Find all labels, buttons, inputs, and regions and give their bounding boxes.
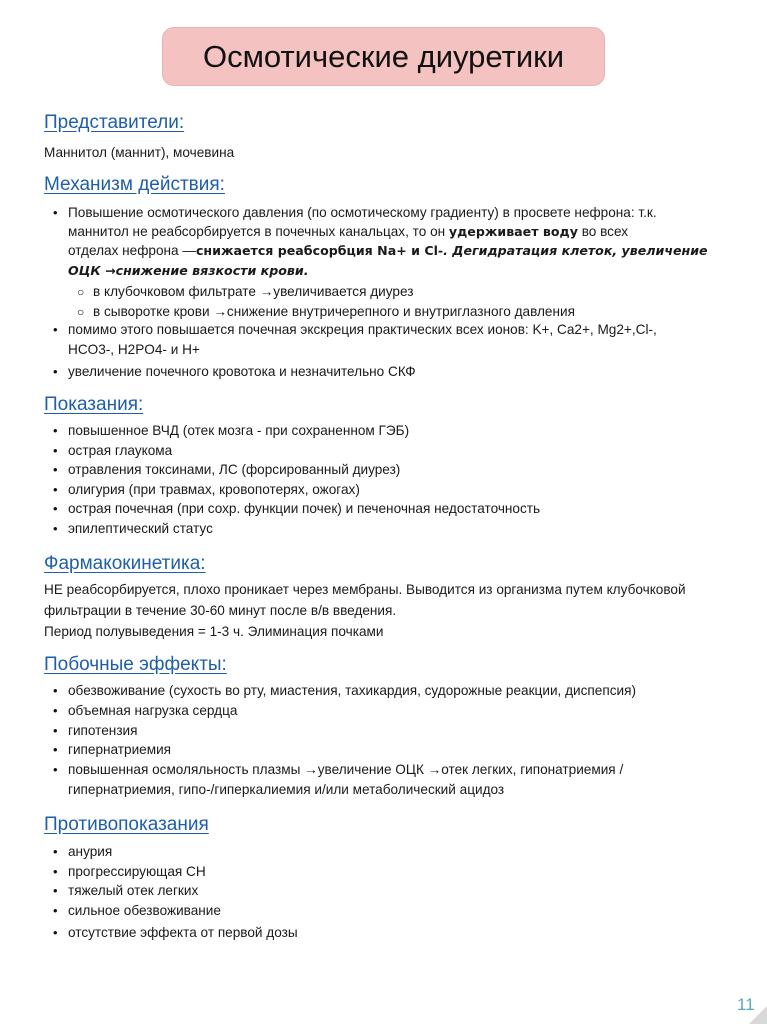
mechanism-b2-line-2: HCO3-, H2PO4- и H+ [68, 342, 200, 357]
list-item: обезвоживание (сухость во рту, миастения, тахикардия, судорожные реакции, диспепсия) [68, 683, 636, 698]
section-heading-representatives: Представители: [44, 112, 185, 133]
list-item: отсутствие эффекта от первой дозы [68, 925, 298, 940]
pharmacokinetics-line-3: Период полувыведения = 1-3 ч. Элиминация почками [44, 624, 384, 639]
mechanism-line-2: маннитол не реабсорбируется в почечных канальцах, то он удерживает воду во всех [68, 224, 629, 239]
bullet-icon: • [53, 883, 58, 898]
list-item: повышенная осмоляльность плазмы →увеличение ОЦК →отек легких, гипонатриемия / [68, 762, 624, 777]
bullet-icon: • [53, 423, 58, 438]
mechanism-b2-line-1: помимо этого повышается почечная экскреция практических всех ионов: K+, Ca2+, Mg2+,Cl-, [68, 322, 657, 337]
bullet-icon: • [53, 864, 58, 879]
section-heading-mechanism: Механизм действия: [44, 174, 225, 195]
bullet-icon: • [53, 723, 58, 738]
list-item: гипотензия [68, 723, 138, 738]
bullet-icon: • [53, 322, 58, 337]
bullet-icon: • [53, 925, 58, 940]
mechanism-sub-2: в сыворотке крови →снижение внутричерепного и внутриглазного давления [93, 304, 575, 319]
bullet-icon: • [53, 703, 58, 718]
mechanism-b3: увеличение почечного кровотока и незначительно СКФ [68, 364, 416, 379]
pharmacokinetics-line-2: фильтрации в течение 30-60 минут после в/в введения. [44, 603, 397, 618]
page-number: 11 [737, 995, 755, 1014]
list-item: повышенное ВЧД (отек мозга - при сохраненном ГЭБ) [68, 423, 410, 438]
section-heading-contraindications: Противопоказания [44, 814, 209, 835]
slide-title: Осмотические диуретики [162, 27, 605, 86]
list-item: объемная нагрузка сердца [68, 703, 238, 718]
bullet-icon: • [53, 742, 58, 757]
mechanism-line-4: ОЦК →снижение вязкости крови. [68, 263, 309, 278]
list-item: острая глаукома [68, 443, 173, 458]
list-item: острая почечная (при сохр. функции почек) и печеночная недостаточность [68, 501, 541, 516]
bullet-icon: • [53, 462, 58, 477]
bullet-icon: • [53, 903, 58, 918]
bullet-icon: • [53, 205, 58, 220]
sub-bullet-icon: ○ [77, 305, 85, 319]
mechanism-sub-1: в клубочковом фильтрате →увеличивается диурез [93, 284, 414, 299]
bullet-icon: • [53, 443, 58, 458]
bullet-icon: • [53, 501, 58, 516]
bullet-icon: • [53, 364, 58, 379]
bullet-icon: • [53, 683, 58, 698]
list-item: эпилептический статус [68, 521, 213, 536]
list-item: сильное обезвоживание [68, 903, 221, 918]
list-item: анурия [68, 844, 113, 859]
pharmacokinetics-line-1: НЕ реабсорбируется, плохо проникает через мембраны. Выводится из организма путем клубочковой [44, 582, 686, 597]
list-item: гипернатриемия [68, 742, 172, 757]
section-heading-indications: Показания: [44, 394, 144, 415]
sub-bullet-icon: ○ [77, 285, 85, 299]
list-item-continuation: гипернатриемия, гипо-/гиперкалиемия и/или метаболический ацидоз [68, 782, 505, 797]
section-heading-side-effects: Побочные эффекты: [44, 654, 227, 675]
page-corner-icon [749, 1006, 767, 1024]
list-item: прогрессирующая СН [68, 864, 206, 879]
bullet-icon: • [53, 521, 58, 536]
list-item: отравления токсинами, ЛС (форсированный диурез) [68, 462, 401, 477]
mechanism-line-1: Повышение осмотического давления (по осмотическому градиенту) в просвете нефрона: т.к. [68, 205, 657, 220]
representatives-text: Маннитол (маннит), мочевина [44, 145, 235, 160]
bullet-icon: • [53, 762, 58, 777]
bullet-icon: • [53, 844, 58, 859]
mechanism-line-3: отделах нефрона —снижается реабсорбция Na+ и Cl-. Дегидратация клеток, увеличение [68, 243, 708, 258]
section-heading-pharmacokinetics: Фармакокинетика: [44, 553, 206, 574]
list-item: олигурия (при травмах, кровопотерях, ожогах) [68, 482, 360, 497]
bullet-icon: • [53, 482, 58, 497]
list-item: тяжелый отек легких [68, 883, 199, 898]
